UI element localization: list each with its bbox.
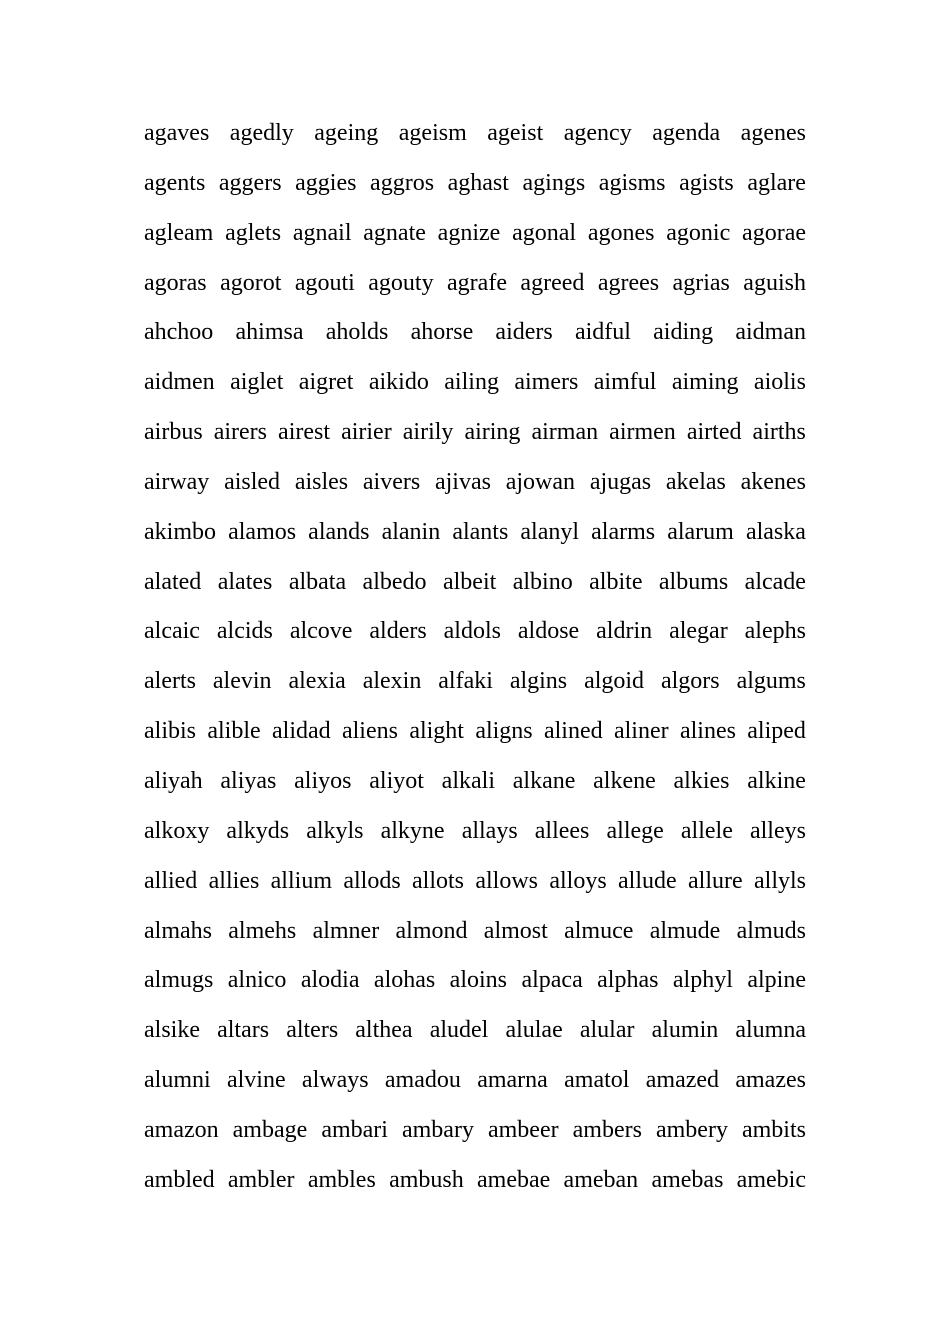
word: alkyne <box>380 817 445 844</box>
text-line <box>144 1056 806 1106</box>
word: ajugas <box>589 468 652 495</box>
word: agists <box>679 169 734 196</box>
word: alfaki <box>438 668 493 695</box>
word: alders <box>369 618 427 645</box>
word: alkoxy <box>144 817 210 844</box>
text-line <box>144 657 806 707</box>
word: althea <box>355 1017 413 1044</box>
word: alpine <box>747 967 806 994</box>
word: agorae <box>742 219 806 246</box>
word: allege <box>606 817 664 844</box>
word: aliyas <box>220 767 277 794</box>
word: airway <box>144 468 210 495</box>
word: ambler <box>227 1166 295 1193</box>
word: agenes <box>740 120 806 146</box>
word: alumni <box>144 1067 211 1094</box>
word: alphas <box>597 967 659 994</box>
word: allies <box>208 867 260 894</box>
word: alanin <box>381 518 441 545</box>
word: alpaca <box>521 967 583 994</box>
word: ambeer <box>487 1116 559 1143</box>
word: alkine <box>747 767 806 794</box>
word: ambles <box>307 1166 376 1193</box>
word: ambush <box>389 1166 464 1193</box>
word: airers <box>213 419 267 446</box>
word: agonic <box>666 219 731 246</box>
text-line <box>144 159 806 209</box>
text-line <box>144 209 806 259</box>
word: allays <box>461 817 518 844</box>
word: agoras <box>144 269 207 296</box>
word: almehs <box>228 917 297 944</box>
word: allele <box>680 817 733 844</box>
word: agrees <box>597 269 660 296</box>
word: ahorse <box>410 319 474 346</box>
word: airths <box>752 419 806 446</box>
word: alulae <box>505 1017 563 1044</box>
word: alcids <box>216 618 273 645</box>
word: agnail <box>292 219 352 246</box>
word: alkyls <box>306 817 364 844</box>
word: allees <box>534 817 590 844</box>
word: aigret <box>298 369 354 396</box>
word: agrafe <box>447 269 507 296</box>
word: ajowan <box>505 468 576 495</box>
word: ajivas <box>434 468 491 495</box>
word: aldrin <box>596 618 653 645</box>
word: alcove <box>289 618 353 645</box>
word: amarna <box>477 1067 548 1094</box>
text-line <box>144 1106 806 1156</box>
word: alphyl <box>672 967 733 994</box>
text-line <box>144 956 806 1006</box>
word: alight <box>409 718 464 745</box>
word: agenda <box>652 120 721 146</box>
word: alodia <box>300 967 360 994</box>
word: allure <box>688 867 743 894</box>
text-line <box>144 458 806 508</box>
word: algins <box>509 668 568 695</box>
word: alexin <box>362 668 422 695</box>
word: alamos <box>228 518 297 545</box>
word: agency <box>563 120 632 146</box>
word: amazes <box>735 1067 806 1094</box>
word: agouty <box>368 269 434 296</box>
word: almude <box>649 917 721 944</box>
word: aiolis <box>753 369 806 396</box>
word: alumin <box>651 1017 719 1044</box>
text-line <box>144 757 806 807</box>
word: ambers <box>572 1116 642 1143</box>
word: alleys <box>749 817 806 844</box>
text-line <box>144 907 806 957</box>
word: algums <box>736 668 806 695</box>
word: alkies <box>673 767 730 794</box>
word: akimbo <box>144 518 216 545</box>
word: agleam <box>144 219 214 246</box>
text-line <box>144 308 806 358</box>
word: albite <box>589 568 643 595</box>
word: amatol <box>564 1067 630 1094</box>
word: aggies <box>295 169 357 196</box>
word: alines <box>679 718 736 745</box>
word: almuce <box>564 917 634 944</box>
word: aiders <box>495 319 553 346</box>
word: albedo <box>362 568 427 595</box>
word: ageist <box>487 120 544 146</box>
word: ailing <box>444 369 499 396</box>
word: aliped <box>747 718 806 745</box>
word: agones <box>587 219 655 246</box>
word: alvine <box>226 1067 286 1094</box>
word: aimful <box>593 369 657 396</box>
text-line <box>144 857 806 907</box>
word: alarms <box>591 518 656 545</box>
word: almost <box>483 917 548 944</box>
word: aiglet <box>230 369 284 396</box>
word: airted <box>686 419 742 446</box>
word: alcade <box>744 568 806 595</box>
word: alloys <box>549 867 607 894</box>
word: aliyah <box>144 767 203 794</box>
word: always <box>301 1067 369 1094</box>
word: alible <box>207 718 261 745</box>
word: algors <box>660 668 720 695</box>
word: amazon <box>144 1116 219 1143</box>
word: albata <box>288 568 347 595</box>
word: ambage <box>232 1116 308 1143</box>
word: aidful <box>574 319 631 346</box>
word: ahimsa <box>235 319 304 346</box>
word: amebic <box>736 1166 806 1193</box>
word: allyls <box>754 867 806 894</box>
word: ameban <box>563 1166 639 1193</box>
text-line <box>144 607 806 657</box>
word: agrias <box>672 269 730 296</box>
word: alters <box>286 1017 339 1044</box>
word: aliens <box>341 718 398 745</box>
word: aisled <box>224 468 281 495</box>
word: alephs <box>744 618 806 645</box>
word: agonal <box>512 219 577 246</box>
word: aglets <box>225 219 282 246</box>
word: algoid <box>584 668 645 695</box>
word: alexia <box>288 668 346 695</box>
text-line <box>144 508 806 558</box>
word: aglare <box>747 169 806 196</box>
word: aisles <box>294 468 349 495</box>
word: aholds <box>325 319 389 346</box>
word: albums <box>658 568 729 595</box>
word: alates <box>217 568 273 595</box>
word: ambled <box>144 1166 215 1193</box>
word: altars <box>217 1017 270 1044</box>
word-list-body <box>144 109 806 1206</box>
text-line <box>144 109 806 159</box>
word: ambery <box>655 1116 728 1143</box>
word: agouti <box>294 269 355 296</box>
word: aguish <box>743 269 806 296</box>
word: albeit <box>442 568 497 595</box>
word: aidmen <box>144 369 215 396</box>
word: agisms <box>598 169 666 196</box>
word: agaves <box>144 120 210 146</box>
word: airmen <box>609 419 676 446</box>
word: aludel <box>429 1017 489 1044</box>
word: aiming <box>671 369 739 396</box>
word: akelas <box>665 468 726 495</box>
word: albino <box>512 568 573 595</box>
word: aikido <box>368 369 429 396</box>
word: ageing <box>314 120 379 146</box>
word: aiding <box>653 319 714 346</box>
word: alkane <box>512 767 576 794</box>
word: alined <box>543 718 603 745</box>
word: almner <box>312 917 380 944</box>
word: alarum <box>667 518 734 545</box>
word: airbus <box>144 419 203 446</box>
text-line <box>144 707 806 757</box>
word: aggros <box>370 169 435 196</box>
word: airily <box>402 419 454 446</box>
word: airier <box>341 419 392 446</box>
word: aggers <box>218 169 282 196</box>
word: agorot <box>220 269 282 296</box>
word: alaska <box>745 518 806 545</box>
word: alegar <box>669 618 728 645</box>
word: allots <box>412 867 464 894</box>
word: alohas <box>373 967 436 994</box>
word: alsike <box>144 1017 200 1044</box>
word: alevin <box>212 668 272 695</box>
word: aligns <box>475 718 533 745</box>
word: aliyot <box>369 767 424 794</box>
word: ambary <box>401 1116 474 1143</box>
word: alnico <box>227 967 287 994</box>
word: ambari <box>321 1116 388 1143</box>
text-line <box>144 1156 806 1206</box>
word: aldose <box>517 618 580 645</box>
word: airest <box>278 419 331 446</box>
word: agedly <box>229 120 294 146</box>
word: aivers <box>362 468 421 495</box>
word: allows <box>475 867 539 894</box>
word: alumna <box>735 1017 806 1044</box>
word: ambits <box>741 1116 806 1143</box>
word: ahchoo <box>144 319 214 346</box>
text-line <box>144 807 806 857</box>
word: almuds <box>736 917 806 944</box>
word: alular <box>579 1017 635 1044</box>
word: allied <box>144 867 198 894</box>
word: almond <box>395 917 468 944</box>
word: allude <box>618 867 677 894</box>
word: aldols <box>443 618 501 645</box>
text-line <box>144 408 806 458</box>
word: alibis <box>144 718 196 745</box>
word: agents <box>144 169 206 196</box>
word: amebae <box>477 1166 551 1193</box>
word: almugs <box>144 967 214 994</box>
word: amazed <box>645 1067 720 1094</box>
text-line <box>144 558 806 608</box>
word: agnate <box>363 219 426 246</box>
word: agings <box>522 169 586 196</box>
word: alkyds <box>226 817 290 844</box>
word: ageism <box>398 120 467 146</box>
word: alerts <box>144 668 196 695</box>
word: alcaic <box>144 618 200 645</box>
text-line <box>144 358 806 408</box>
word: aliyos <box>294 767 352 794</box>
word: agnize <box>437 219 501 246</box>
word: airing <box>464 419 521 446</box>
word: agreed <box>520 269 585 296</box>
word: amebas <box>651 1166 724 1193</box>
word: amadou <box>384 1067 461 1094</box>
word: alanyl <box>520 518 580 545</box>
word: allium <box>270 867 332 894</box>
word: alkali <box>441 767 495 794</box>
word: aliner <box>613 718 669 745</box>
word: aidman <box>735 319 806 346</box>
word: alants <box>452 518 509 545</box>
word: alidad <box>272 718 331 745</box>
text-line <box>144 1006 806 1056</box>
word: akenes <box>740 468 806 495</box>
word: almahs <box>144 917 212 944</box>
word: aghast <box>447 169 509 196</box>
word: alands <box>308 518 370 545</box>
word: alated <box>144 568 202 595</box>
word: allods <box>343 867 401 894</box>
word: airman <box>531 419 599 446</box>
word: aimers <box>514 369 579 396</box>
text-line <box>144 259 806 309</box>
word: aloins <box>449 967 507 994</box>
word: alkene <box>593 767 656 794</box>
